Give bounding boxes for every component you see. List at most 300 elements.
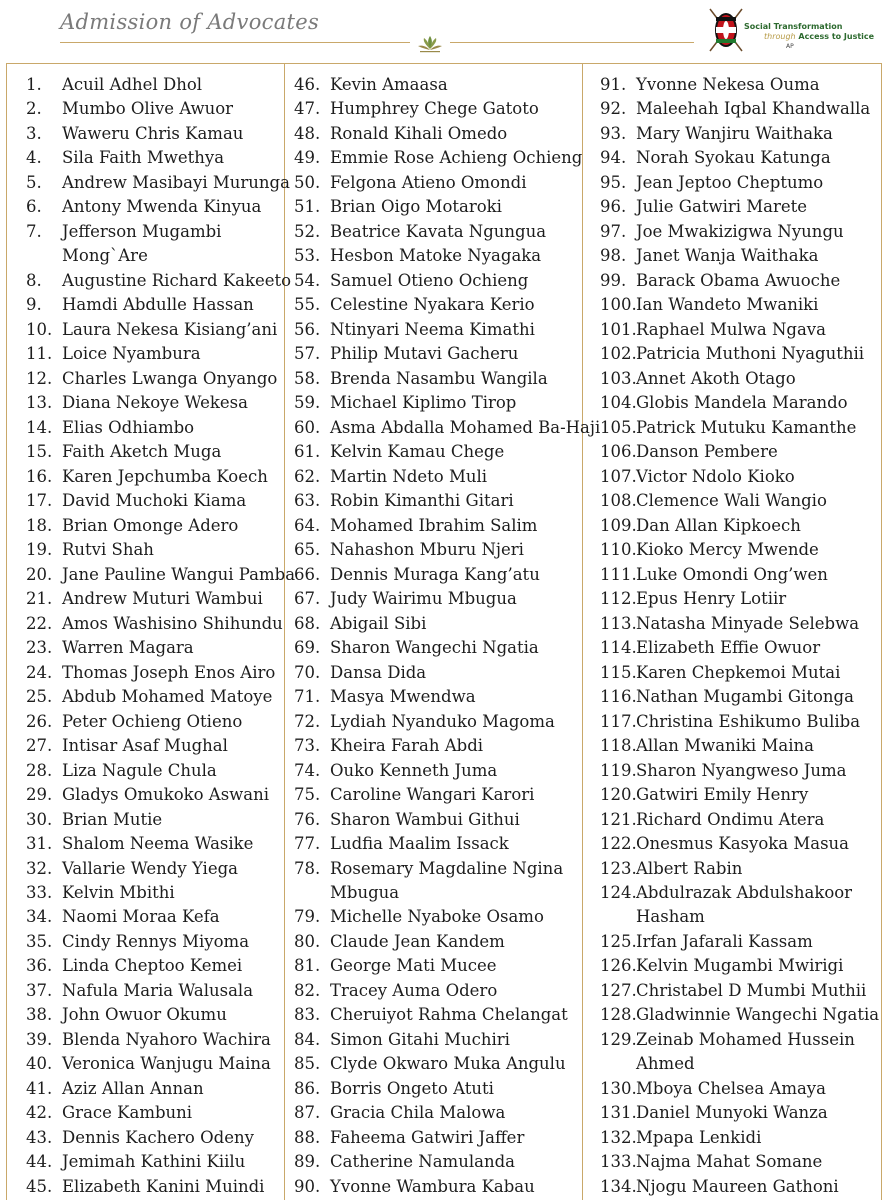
- advocate-name: Veronica Wanjugu Maina: [62, 1054, 271, 1074]
- list-item: [600, 440, 879, 464]
- item-number: 98.: [600, 246, 627, 266]
- advocate-name: Brenda Nasambu Wangila: [330, 368, 548, 388]
- names-column-1: [26, 73, 295, 1199]
- advocate-name: Claude Jean Kandem: [330, 931, 505, 951]
- item-number: 111.: [600, 564, 637, 584]
- item-number: 26.: [26, 711, 53, 731]
- advocate-name: Judy Wairimu Mbugua: [330, 589, 517, 609]
- list-item: [294, 1101, 600, 1125]
- item-number: 56.: [294, 319, 321, 339]
- advocate-name: Asma Abdalla Mohamed Ba-Haji: [330, 417, 601, 437]
- item-number: 105.: [600, 417, 637, 437]
- item-number: 47.: [294, 99, 321, 119]
- item-number: 71.: [294, 687, 321, 707]
- list-item: [294, 171, 600, 195]
- item-number: 27.: [26, 736, 53, 756]
- item-number: 86.: [294, 1078, 321, 1098]
- list-item: [294, 661, 600, 685]
- list-item: [294, 293, 600, 317]
- advocate-name: Dennis Muraga Kang’atu: [330, 564, 540, 584]
- item-number: 101.: [600, 319, 637, 339]
- advocate-name: Philip Mutavi Gacheru: [330, 344, 519, 364]
- advocate-name: Abdulrazak Abdulshakoor: [636, 882, 853, 902]
- item-number: 63.: [294, 491, 321, 511]
- list-item: [294, 636, 600, 660]
- item-number: 17.: [26, 491, 53, 511]
- advocate-name: Mong`Are: [62, 246, 148, 266]
- item-number: 125.: [600, 931, 637, 951]
- item-number: 13.: [26, 393, 53, 413]
- logo-text: [744, 22, 874, 52]
- advocate-name: Dansa Dida: [330, 662, 427, 682]
- item-number: [600, 905, 636, 929]
- item-number: 8.: [26, 270, 42, 290]
- list-item: [294, 269, 600, 293]
- list-item: [294, 954, 600, 978]
- list-item: [294, 783, 600, 807]
- list-item: [294, 391, 600, 415]
- list-item: [600, 97, 879, 121]
- list-item: [26, 220, 295, 244]
- advocate-name: Gatwiri Emily Henry: [636, 785, 809, 805]
- list-item: [600, 73, 879, 97]
- item-number: 128.: [600, 1005, 637, 1025]
- frame-top-border: [6, 63, 882, 64]
- list-item: [26, 857, 295, 881]
- list-item: [294, 563, 600, 587]
- item-number: 31.: [26, 834, 53, 854]
- item-number: 7.: [26, 221, 42, 241]
- list-item: [26, 538, 295, 562]
- advocate-name: Andrew Muturi Wambui: [62, 589, 263, 609]
- kenya-shield-spears-icon: [706, 5, 746, 55]
- list-item: [600, 930, 879, 954]
- advocate-name: Ntinyari Neema Kimathi: [330, 319, 535, 339]
- list-item: [26, 73, 295, 97]
- item-number: 4.: [26, 148, 42, 168]
- list-item: [26, 1028, 295, 1052]
- item-number: 96.: [600, 197, 627, 217]
- list-item: [26, 97, 295, 121]
- advocate-name: Andrew Masibayi Murunga: [62, 172, 290, 192]
- advocate-name: Beatrice Kavata Ngungua: [330, 221, 547, 241]
- advocate-name: Victor Ndolo Kioko: [636, 466, 795, 486]
- advocate-name: Jane Pauline Wangui Pamba: [62, 564, 296, 584]
- item-number: 51.: [294, 197, 321, 217]
- page-header: [0, 0, 888, 62]
- advocate-name: Vallarie Wendy Yiega: [62, 858, 238, 878]
- list-item: [294, 489, 600, 513]
- list-item: [26, 342, 295, 366]
- list-item: [26, 489, 295, 513]
- item-number: 94.: [600, 148, 627, 168]
- advocate-name: Intisar Asaf Mughal: [62, 736, 228, 756]
- advocate-name: Thomas Joseph Enos Airo: [62, 662, 276, 682]
- item-number: 129.: [600, 1029, 637, 1049]
- advocate-name: Annet Akoth Otago: [636, 368, 796, 388]
- item-number: 107.: [600, 466, 637, 486]
- advocate-name: Cindy Rennys Miyoma: [62, 931, 250, 951]
- title-rule-left: [60, 42, 410, 43]
- item-number: 117.: [600, 711, 637, 731]
- item-number: 91.: [600, 75, 627, 94]
- item-number: 33.: [26, 882, 53, 902]
- item-number: 112.: [600, 589, 637, 609]
- list-item: [600, 979, 879, 1003]
- advocate-name: Mboya Chelsea Amaya: [636, 1078, 826, 1098]
- item-number: 84.: [294, 1029, 321, 1049]
- advocate-name: Ronald Kihali Omedo: [330, 123, 508, 143]
- list-item: [294, 979, 600, 1003]
- item-number: 106.: [600, 442, 637, 462]
- list-item: [294, 97, 600, 121]
- advocate-name: Shalom Neema Wasike: [62, 834, 254, 854]
- item-number: 50.: [294, 172, 321, 192]
- item-number: [600, 1052, 636, 1076]
- frame-right-border: [881, 63, 882, 1200]
- list-item: [26, 563, 295, 587]
- advocate-name: Mpapa Lenkidi: [636, 1127, 762, 1147]
- advocate-name: Rosemary Magdaline Ngina: [330, 858, 564, 878]
- item-number: 108.: [600, 491, 637, 511]
- list-item: [600, 1028, 879, 1052]
- names-column-2: [294, 73, 600, 1199]
- item-number: 29.: [26, 785, 53, 805]
- advocate-name: Christina Eshikumo Buliba: [636, 711, 861, 731]
- advocate-name: Masya Mwendwa: [330, 687, 476, 707]
- list-item: [26, 465, 295, 489]
- list-item: [294, 342, 600, 366]
- item-number: 38.: [26, 1005, 53, 1025]
- advocate-name: Kelvin Kamau Chege: [330, 442, 505, 462]
- list-item: [600, 710, 879, 734]
- item-number: 134.: [600, 1176, 637, 1196]
- list-item: [294, 905, 600, 929]
- item-number: [294, 881, 330, 905]
- advocate-name: Natasha Minyade Selebwa: [636, 613, 860, 633]
- list-item: [600, 391, 879, 415]
- item-number: 78.: [294, 858, 321, 878]
- item-number: 57.: [294, 344, 321, 364]
- item-number: 123.: [600, 858, 637, 878]
- advocate-name: Kelvin Mbithi: [62, 882, 175, 902]
- list-item: [294, 220, 600, 244]
- item-number: 113.: [600, 613, 637, 633]
- item-number: 68.: [294, 613, 321, 633]
- advocate-name: Ouko Kenneth Juma: [330, 760, 498, 780]
- advocate-name: Ian Wandeto Mwaniki: [636, 295, 819, 315]
- item-number: 110.: [600, 540, 637, 560]
- list-item: [294, 1175, 600, 1199]
- item-number: 88.: [294, 1127, 321, 1147]
- advocate-name: Kelvin Mugambi Mwirigi: [636, 956, 844, 976]
- item-number: 37.: [26, 980, 53, 1000]
- advocate-name: Njogu Maureen Gathoni: [636, 1176, 839, 1196]
- list-item: [294, 1052, 600, 1076]
- list-item: [26, 440, 295, 464]
- list-item: [26, 416, 295, 440]
- list-item: [294, 1126, 600, 1150]
- logo-line-3: AP: [786, 43, 794, 50]
- advocate-name: Barack Obama Awuoche: [636, 270, 841, 290]
- list-item: [600, 1150, 879, 1174]
- item-number: 67.: [294, 589, 321, 609]
- list-item: [600, 416, 879, 440]
- list-item: [26, 832, 295, 856]
- list-item: [600, 685, 879, 709]
- advocate-name: Dennis Kachero Odeny: [62, 1127, 254, 1147]
- list-item: [294, 587, 600, 611]
- title-rule-right: [450, 42, 694, 43]
- item-number: 79.: [294, 907, 321, 927]
- advocate-name: Warren Magara: [62, 638, 194, 658]
- item-number: 69.: [294, 638, 321, 658]
- advocate-name: Blenda Nyahoro Wachira: [62, 1029, 271, 1049]
- advocate-name: Nathan Mugambi Gitonga: [636, 687, 854, 707]
- item-number: 23.: [26, 638, 53, 658]
- item-number: 40.: [26, 1054, 53, 1074]
- item-number: 19.: [26, 540, 53, 560]
- list-item: [26, 318, 295, 342]
- advocate-name: Simon Gitahi Muchiri: [330, 1029, 510, 1049]
- advocate-name: Hasham: [636, 907, 705, 927]
- advocate-name: Acuil Adhel Dhol: [62, 75, 203, 94]
- advocate-name: Jean Jeptoo Cheptumo: [636, 172, 824, 192]
- advocate-name: Allan Mwaniki Maina: [636, 736, 814, 756]
- advocate-name: Caroline Wangari Karori: [330, 785, 535, 805]
- list-item: [26, 146, 295, 170]
- advocate-name: Janet Wanja Waithaka: [636, 246, 819, 266]
- item-number: 104.: [600, 393, 637, 413]
- list-item: [294, 244, 600, 268]
- advocate-name: Patricia Muthoni Nyaguthii: [636, 344, 865, 364]
- list-item: [600, 759, 879, 783]
- list-item: [600, 832, 879, 856]
- item-number: 85.: [294, 1054, 321, 1074]
- list-item: [26, 244, 295, 268]
- list-item: [600, 367, 879, 391]
- advocate-name: Faith Aketch Muga: [62, 442, 222, 462]
- item-number: 76.: [294, 809, 321, 829]
- list-item: [26, 930, 295, 954]
- advocate-name: Epus Henry Lotiir: [636, 589, 787, 609]
- item-number: 25.: [26, 687, 53, 707]
- advocate-name: Naomi Moraa Kefa: [62, 907, 220, 927]
- list-item: [294, 808, 600, 832]
- advocate-name: Karen Chepkemoi Mutai: [636, 662, 841, 682]
- advocate-name: Liza Nagule Chula: [62, 760, 217, 780]
- list-item: [294, 146, 600, 170]
- list-item: [26, 1126, 295, 1150]
- item-number: 99.: [600, 270, 627, 290]
- item-number: 82.: [294, 980, 321, 1000]
- item-number: 24.: [26, 662, 53, 682]
- item-number: 46.: [294, 75, 321, 94]
- item-number: 45.: [26, 1176, 53, 1196]
- list-item: [600, 1101, 879, 1125]
- item-number: 55.: [294, 295, 321, 315]
- advocate-name: Loice Nyambura: [62, 344, 201, 364]
- item-number: 20.: [26, 564, 53, 584]
- list-item: [294, 416, 600, 440]
- list-item: [26, 1101, 295, 1125]
- list-item: [26, 514, 295, 538]
- item-number: 93.: [600, 123, 627, 143]
- item-number: 52.: [294, 221, 321, 241]
- advocate-name: Clemence Wali Wangio: [636, 491, 827, 511]
- logo-line-1: Social Transformation: [744, 22, 843, 31]
- item-number: 48.: [294, 123, 321, 143]
- advocate-name: Luke Omondi Ong’wen: [636, 564, 828, 584]
- advocate-name: Christabel D Mumbi Muthii: [636, 980, 867, 1000]
- list-item: [294, 440, 600, 464]
- item-number: 12.: [26, 368, 53, 388]
- item-number: 97.: [600, 221, 627, 241]
- advocate-name: Waweru Chris Kamau: [62, 123, 244, 143]
- advocate-name: Patrick Mutuku Kamanthe: [636, 417, 857, 437]
- advocate-name: Mary Wanjiru Waithaka: [636, 123, 833, 143]
- item-number: 83.: [294, 1005, 321, 1025]
- list-item: [600, 881, 879, 905]
- item-number: 34.: [26, 907, 53, 927]
- item-number: 100.: [600, 295, 637, 315]
- list-item: [600, 538, 879, 562]
- item-number: 90.: [294, 1176, 321, 1196]
- item-number: 95.: [600, 172, 627, 192]
- advocate-name: Elizabeth Effie Owuor: [636, 638, 821, 658]
- advocate-name: Samuel Otieno Ochieng: [330, 270, 529, 290]
- advocate-name: Diana Nekoye Wekesa: [62, 393, 248, 413]
- advocate-name: Nahashon Mburu Njeri: [330, 540, 524, 560]
- item-number: 77.: [294, 834, 321, 854]
- advocate-name: Mumbo Olive Awuor: [62, 99, 234, 119]
- advocate-name: Brian Mutie: [62, 809, 163, 829]
- list-item: [600, 146, 879, 170]
- list-item: [294, 832, 600, 856]
- list-item: [294, 122, 600, 146]
- item-number: 3.: [26, 123, 42, 143]
- frame-left-border: [6, 63, 7, 1200]
- item-number: 41.: [26, 1078, 53, 1098]
- item-number: 35.: [26, 931, 53, 951]
- advocate-name: Michael Kiplimo Tirop: [330, 393, 517, 413]
- item-number: 92.: [600, 99, 627, 119]
- advocate-name: Brian Oigo Motaroki: [330, 197, 502, 217]
- list-item: [26, 122, 295, 146]
- advocate-name: Antony Mwenda Kinyua: [62, 197, 262, 217]
- list-item: [26, 612, 295, 636]
- advocate-name: Catherine Namulanda: [330, 1152, 515, 1172]
- advocate-name: Irfan Jafarali Kassam: [636, 931, 813, 951]
- item-number: 103.: [600, 368, 637, 388]
- item-number: 10.: [26, 319, 53, 339]
- advocate-name: Norah Syokau Katunga: [636, 148, 831, 168]
- advocate-name: Kheira Farah Abdi: [330, 736, 484, 756]
- advocate-name: Karen Jepchumba Koech: [62, 466, 268, 486]
- item-number: 114.: [600, 638, 637, 658]
- item-number: 36.: [26, 956, 53, 976]
- item-number: 75.: [294, 785, 321, 805]
- list-item: [26, 881, 295, 905]
- list-item: [294, 1028, 600, 1052]
- advocate-name: Nafula Maria Walusala: [62, 980, 254, 1000]
- item-number: 15.: [26, 442, 53, 462]
- item-number: 6.: [26, 197, 42, 217]
- advocate-name: Jefferson Mugambi: [62, 221, 222, 241]
- list-item: [600, 1126, 879, 1150]
- advocate-name: Hamdi Abdulle Hassan: [62, 295, 254, 315]
- list-item: [600, 342, 879, 366]
- list-item: [26, 293, 295, 317]
- advocate-name: Gracia Chila Malowa: [330, 1103, 506, 1123]
- item-number: 121.: [600, 809, 637, 829]
- item-number: 115.: [600, 662, 637, 682]
- item-number: 70.: [294, 662, 321, 682]
- advocate-name: Rutvi Shah: [62, 540, 154, 560]
- list-item: [294, 710, 600, 734]
- list-item: [600, 612, 879, 636]
- names-column-3: [600, 73, 879, 1199]
- advocate-name: Lydiah Nyanduko Magoma: [330, 711, 555, 731]
- item-number: 102.: [600, 344, 637, 364]
- list-item: [600, 244, 879, 268]
- list-item: [26, 171, 295, 195]
- item-number: 1.: [26, 75, 42, 94]
- advocate-name: Humphrey Chege Gatoto: [330, 99, 539, 119]
- advocate-name: Najma Mahat Somane: [636, 1152, 823, 1172]
- item-number: 9.: [26, 295, 42, 315]
- list-item: [294, 612, 600, 636]
- advocate-name: Amos Washisino Shihundu: [62, 613, 283, 633]
- advocate-name: Linda Cheptoo Kemei: [62, 956, 243, 976]
- item-number: 61.: [294, 442, 321, 462]
- list-item: [294, 685, 600, 709]
- item-number: 43.: [26, 1127, 53, 1147]
- list-item: [600, 1052, 879, 1076]
- list-item: [600, 318, 879, 342]
- list-item: [600, 171, 879, 195]
- item-number: 120.: [600, 785, 637, 805]
- advocate-name: Elias Odhiambo: [62, 417, 195, 437]
- item-number: 65.: [294, 540, 321, 560]
- item-number: 5.: [26, 172, 42, 192]
- advocate-name: Borris Ongeto Atuti: [330, 1078, 494, 1098]
- advocate-name: Mbugua: [330, 882, 400, 902]
- advocate-name: Jemimah Kathini Kiilu: [62, 1152, 246, 1172]
- advocate-name: Gladys Omukoko Aswani: [62, 785, 270, 805]
- advocate-name: Yvonne Wambura Kabau: [330, 1176, 535, 1196]
- list-item: [26, 636, 295, 660]
- list-item: [26, 1150, 295, 1174]
- list-item: [600, 734, 879, 758]
- item-number: 130.: [600, 1078, 637, 1098]
- list-item: [600, 636, 879, 660]
- list-item: [600, 783, 879, 807]
- advocate-name: Aziz Allan Annan: [62, 1078, 204, 1098]
- list-item: [600, 269, 879, 293]
- item-number: 2.: [26, 99, 42, 119]
- list-item: [600, 563, 879, 587]
- list-item: [294, 734, 600, 758]
- item-number: 49.: [294, 148, 321, 168]
- item-number: 14.: [26, 417, 53, 437]
- advocate-name: Zeinab Mohamed Hussein: [636, 1029, 855, 1049]
- list-item: [600, 122, 879, 146]
- page-title: Admission of Advocates: [60, 10, 320, 34]
- advocate-name: Dan Allan Kipkoech: [636, 515, 801, 535]
- item-number: 122.: [600, 834, 637, 854]
- advocate-name: Cheruiyot Rahma Chelangat: [330, 1005, 568, 1025]
